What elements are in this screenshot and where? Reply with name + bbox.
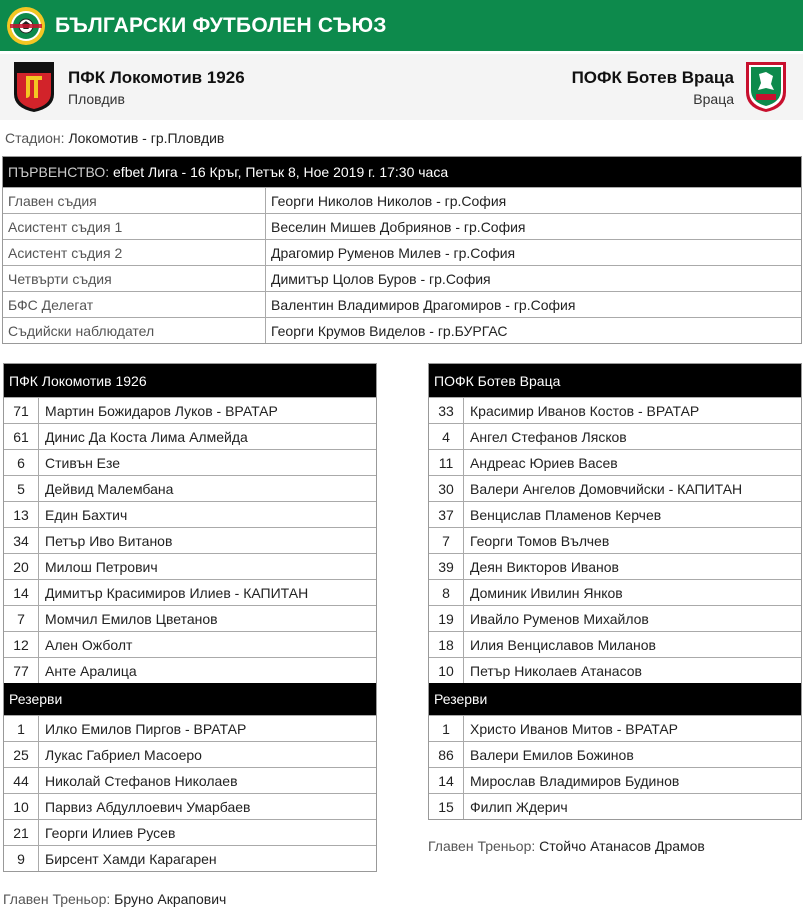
- player-number: 61: [4, 424, 39, 449]
- player-name[interactable]: Анте Аралица: [45, 662, 137, 679]
- player-name[interactable]: Валери Емилов Божинов: [470, 746, 634, 763]
- header-bar: [0, 0, 803, 51]
- player-number: 30: [429, 476, 464, 501]
- player-name[interactable]: Георги Илиев Русев: [45, 824, 176, 841]
- player-name[interactable]: Филип Ждерич: [470, 798, 568, 815]
- player-number: 5: [4, 476, 39, 501]
- home-subs-title: Резерви: [4, 683, 376, 715]
- player-number: 37: [429, 502, 464, 527]
- player-name[interactable]: Стивън Езе: [45, 454, 121, 471]
- player-name[interactable]: Доминик Ивилин Янков: [470, 584, 623, 601]
- player-name[interactable]: Мартин Божидаров Луков - ВРАТАР: [45, 402, 278, 419]
- home-lineup-table: [3, 363, 377, 872]
- player-number: 18: [429, 632, 464, 657]
- official-name: Димитър Цолов Буров - гр.София: [271, 270, 491, 287]
- player-row: [429, 579, 801, 605]
- official-name: Георги Крумов Виделов - гр.БУРГАС: [271, 322, 508, 339]
- player-name[interactable]: Андреас Юриев Васев: [470, 454, 618, 471]
- lokomotiv-crest-icon: [12, 60, 56, 114]
- player-row: [429, 631, 801, 657]
- player-name[interactable]: Мирослав Владимиров Будинов: [470, 772, 680, 789]
- home-coach-line: [3, 891, 226, 907]
- player-name[interactable]: Христо Иванов Митов - ВРАТАР: [470, 720, 678, 737]
- coach-label: Главен Треньор:: [3, 891, 111, 907]
- player-number: 6: [4, 450, 39, 475]
- away-team-city: Враца: [693, 91, 734, 107]
- home-subs-list: [4, 715, 376, 871]
- player-row: [4, 657, 376, 683]
- home-starters-list: [4, 397, 376, 683]
- player-row: [4, 423, 376, 449]
- player-row: [4, 501, 376, 527]
- official-role: Четвърти съдия: [3, 266, 266, 291]
- official-role: Асистент съдия 1: [3, 214, 266, 239]
- player-name[interactable]: Един Бахтич: [45, 506, 128, 523]
- coach-label: Главен Треньор:: [428, 838, 536, 854]
- player-number: 1: [429, 716, 464, 741]
- home-team-name[interactable]: ПФК Локомотив 1926: [68, 68, 245, 87]
- player-name[interactable]: Венцислав Пламенов Керчев: [470, 506, 662, 523]
- official-row: [3, 291, 801, 317]
- player-name[interactable]: Петър Иво Витанов: [45, 532, 173, 549]
- player-number: 39: [429, 554, 464, 579]
- official-name: Драгомир Руменов Милев - гр.София: [271, 244, 516, 261]
- player-name[interactable]: Бирсент Хамди Карагарен: [45, 850, 217, 867]
- away-coach-name: Стойчо Атанасов Драмов: [539, 838, 705, 854]
- official-name: Георги Николов Николов - гр.София: [271, 192, 507, 209]
- player-name[interactable]: Деян Викторов Иванов: [470, 558, 619, 575]
- player-number: 19: [429, 606, 464, 631]
- away-coach-line: [428, 838, 705, 854]
- player-number: 7: [4, 606, 39, 631]
- player-row: [429, 527, 801, 553]
- official-row: [3, 187, 801, 213]
- away-lineup-title: ПОФК Ботев Враца: [429, 364, 801, 397]
- player-name[interactable]: Илко Емилов Пиргов - ВРАТАР: [45, 720, 247, 737]
- away-starters-list: [429, 397, 801, 683]
- competition-label: ПЪРВЕНСТВО:: [8, 164, 110, 180]
- player-name[interactable]: Георги Томов Вълчев: [470, 532, 610, 549]
- player-number: 14: [429, 768, 464, 793]
- player-row: [429, 715, 801, 741]
- player-row: [429, 793, 801, 819]
- player-number: 71: [4, 398, 39, 423]
- competition-bar: [3, 157, 801, 187]
- player-row: [429, 741, 801, 767]
- player-name[interactable]: Ален Ожболт: [45, 636, 133, 653]
- player-number: 34: [4, 528, 39, 553]
- bfs-crest-icon: [6, 6, 46, 46]
- home-team-city: Пловдив: [68, 91, 125, 107]
- player-row: [4, 631, 376, 657]
- player-name[interactable]: Николай Стефанов Николаев: [45, 772, 238, 789]
- player-number: 1: [4, 716, 39, 741]
- home-coach-name: Бруно Акрапович: [114, 891, 227, 907]
- away-subs-title: Резерви: [429, 683, 801, 715]
- official-role: Съдийски наблюдател: [3, 318, 266, 343]
- player-row: [4, 845, 376, 871]
- botev-crest-icon: [744, 60, 788, 114]
- player-number: 20: [4, 554, 39, 579]
- player-row: [429, 767, 801, 793]
- player-row: [429, 553, 801, 579]
- player-number: 77: [4, 658, 39, 683]
- player-number: 33: [429, 398, 464, 423]
- player-number: 25: [4, 742, 39, 767]
- player-name[interactable]: Красимир Иванов Костов - ВРАТАР: [470, 402, 700, 419]
- player-name[interactable]: Ивайло Руменов Михайлов: [470, 610, 649, 627]
- player-number: 10: [4, 794, 39, 819]
- player-number: 12: [4, 632, 39, 657]
- away-team-name[interactable]: ПОФК Ботев Враца: [571, 68, 734, 87]
- official-role: Асистент съдия 2: [3, 240, 266, 265]
- player-row: [4, 475, 376, 501]
- competition-value: efbet Лига - 16 Кръг, Петък 8, Ное 2019 г. 17:30 часа: [113, 164, 449, 180]
- player-number: 44: [4, 768, 39, 793]
- player-row: [4, 553, 376, 579]
- player-number: 13: [4, 502, 39, 527]
- player-row: [429, 397, 801, 423]
- player-name[interactable]: Лукас Габриел Масоеро: [45, 746, 202, 763]
- player-row: [429, 449, 801, 475]
- player-name[interactable]: Ангел Стефанов Ляскoв: [470, 428, 627, 445]
- home-lineup-title: ПФК Локомотив 1926: [4, 364, 376, 397]
- official-name: Валентин Владимиров Драгомиров - гр.София: [271, 296, 576, 313]
- player-name[interactable]: Петър Николаев Атанасов: [470, 662, 642, 679]
- federation-title: БЪЛГАРСКИ ФУТБОЛЕН СЪЮЗ: [55, 13, 387, 37]
- stadium-line: [5, 130, 224, 146]
- player-name[interactable]: Дейвид Малембана: [45, 480, 174, 497]
- player-name[interactable]: Парвиз Абдуллоевич Умарбаев: [45, 798, 251, 815]
- player-number: 14: [4, 580, 39, 605]
- player-name[interactable]: Валери Ангелов Домовчийски - КАПИТАН: [470, 480, 743, 497]
- official-name: Веселин Мишев Добриянов - гр.София: [271, 218, 526, 235]
- player-number: 21: [4, 820, 39, 845]
- official-row: [3, 317, 801, 343]
- player-row: [4, 527, 376, 553]
- player-name[interactable]: Момчил Емилов Цветанов: [45, 610, 218, 627]
- player-number: 4: [429, 424, 464, 449]
- player-number: 15: [429, 794, 464, 819]
- player-number: 11: [429, 450, 464, 475]
- officials-table: [2, 156, 802, 344]
- player-row: [429, 501, 801, 527]
- player-row: [429, 423, 801, 449]
- official-row: [3, 265, 801, 291]
- official-row: [3, 239, 801, 265]
- player-row: [4, 715, 376, 741]
- player-row: [429, 475, 801, 501]
- player-number: 9: [4, 846, 39, 871]
- player-row: [4, 767, 376, 793]
- player-row: [4, 397, 376, 423]
- player-row: [4, 605, 376, 631]
- player-row: [4, 579, 376, 605]
- player-number: 8: [429, 580, 464, 605]
- official-role: Главен съдия: [3, 188, 266, 213]
- player-number: 7: [429, 528, 464, 553]
- player-number: 86: [429, 742, 464, 767]
- player-name[interactable]: Динис Да Коста Лима Алмейда: [45, 428, 248, 445]
- away-subs-list: [429, 715, 801, 819]
- player-row: [4, 741, 376, 767]
- away-lineup-table: [428, 363, 802, 820]
- player-number: 10: [429, 658, 464, 683]
- player-row: [4, 793, 376, 819]
- player-name[interactable]: Димитър Красимиров Илиев - КАПИТАН: [45, 584, 309, 601]
- stadium-value: Локомотив - гр.Пловдив: [68, 130, 225, 146]
- player-row: [429, 605, 801, 631]
- player-row: [429, 657, 801, 683]
- official-row: [3, 213, 801, 239]
- player-name[interactable]: Милош Петрович: [45, 558, 158, 575]
- player-name[interactable]: Илия Венциславов Миланов: [470, 636, 656, 653]
- official-role: БФС Делегат: [3, 292, 266, 317]
- player-row: [4, 449, 376, 475]
- stadium-label: Стадион:: [5, 130, 65, 146]
- player-row: [4, 819, 376, 845]
- match-header: [0, 54, 803, 120]
